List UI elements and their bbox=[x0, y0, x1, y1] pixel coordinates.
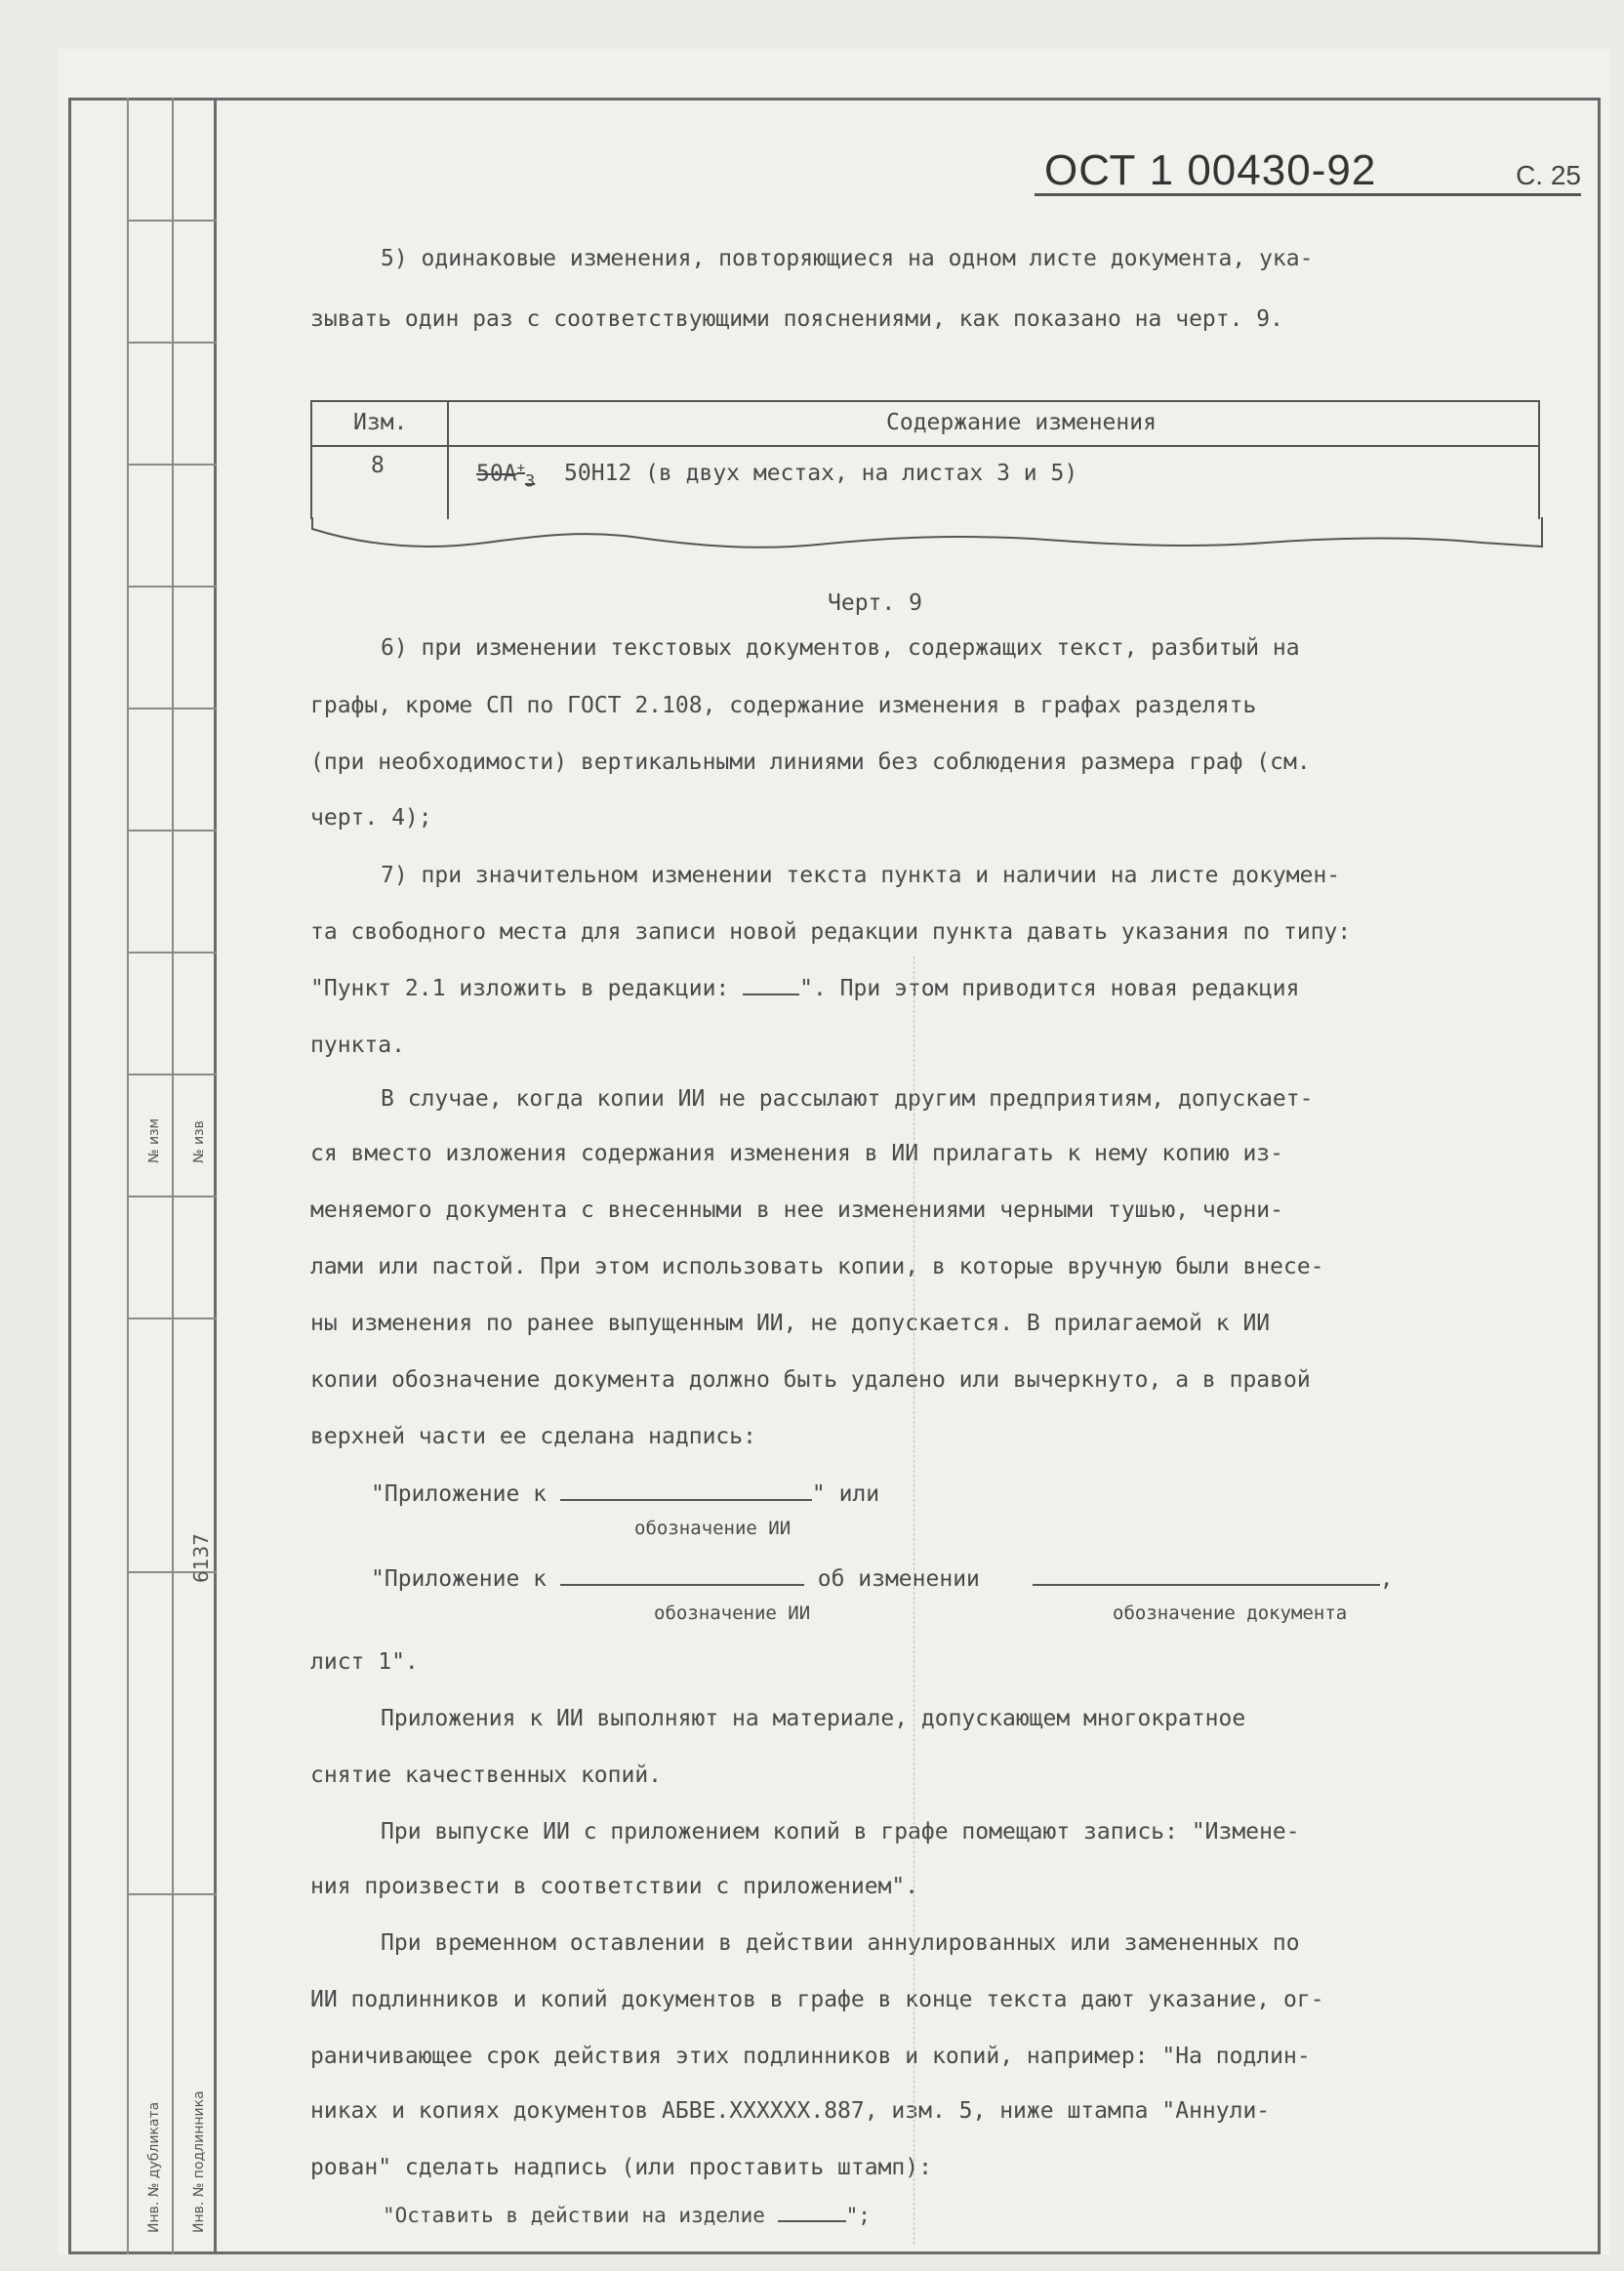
table-header-content: Содержание изменения bbox=[886, 410, 1157, 435]
margin-cell-border bbox=[127, 342, 217, 344]
paragraph-7-line: пункта. bbox=[310, 1033, 405, 1058]
margin-cell-border bbox=[127, 1196, 217, 1197]
table-cell-new-value: 50Н12 (в двух местах, на листах 3 и 5) bbox=[564, 461, 1078, 486]
margin-label-duplicate-inv: Инв. № дубликата bbox=[146, 2101, 162, 2233]
paragraph-8-line: В случае, когда копии ИИ не рассылают другим предприятиям, допускает- bbox=[381, 1086, 1314, 1112]
form-example-2-end: лист 1". bbox=[310, 1649, 419, 1675]
figure-caption: Черт. 9 bbox=[828, 590, 922, 616]
table-tear-edge bbox=[310, 517, 1544, 556]
margin-cell-border bbox=[127, 708, 217, 710]
paragraph-11-line: никах и копиях документов АБВЕ.XXXXXX.887, изм. 5, ниже штампа "Аннули- bbox=[310, 2098, 1271, 2124]
quote-line-1: "Оставить в действии на изделие "; bbox=[383, 2204, 871, 2227]
margin-cell-border bbox=[127, 220, 217, 222]
paragraph-8-line: ся вместо изложения содержания изменения в ИИ прилагать к нему копию из- bbox=[310, 1141, 1283, 1166]
margin-stamp-column bbox=[127, 98, 217, 2254]
form-example-1-caption: обозначение ИИ bbox=[634, 1518, 792, 1539]
paragraph-11-line: раничивающее срок действия этих подлинников и копий, например: "На подлин- bbox=[310, 2044, 1311, 2069]
paragraph-8-line: меняемого документа с внесенными в нее изменениями черными тушью, черни- bbox=[310, 1197, 1283, 1223]
margin-label-notice-no: № изв bbox=[191, 1120, 207, 1163]
paragraph-6-line: графы, кроме СП по ГОСТ 2.108, содержание изменения в графах разделять bbox=[310, 693, 1257, 718]
paragraph-6-line: (при необходимости) вертикальными линиями без соблюдения размера граф (см. bbox=[310, 750, 1311, 775]
margin-inventory-number: 6137 bbox=[189, 1533, 213, 1583]
paragraph-8-line: ны изменения по ранее выпущенным ИИ, не допускается. В прилагаемой к ИИ bbox=[310, 1311, 1271, 1336]
paragraph-11-line: При временном оставлении в действии аннулированных или замененных по bbox=[381, 1930, 1300, 1956]
page-number: С. 25 bbox=[1516, 160, 1581, 190]
margin-cell-border bbox=[127, 830, 217, 831]
margin-cell-border bbox=[127, 586, 217, 588]
paragraph-11-line: рован" сделать надпись (или проставить штамп): bbox=[310, 2155, 932, 2180]
margin-cell-border bbox=[127, 464, 217, 466]
form-example-2: "Приложение к об изменении , bbox=[371, 1566, 1394, 1592]
paragraph-10-line: ния произвести в соответствии с приложением". bbox=[310, 1874, 919, 1899]
margin-label-change-no: № изм bbox=[146, 1117, 162, 1163]
paragraph-8-line: лами или пастой. При этом использовать копии, в которые вручную были внесе- bbox=[310, 1254, 1324, 1279]
form-example-2-caption-doc: обозначение документа bbox=[1113, 1602, 1348, 1624]
paragraph-11-line: ИИ подлинников и копий документов в графе в конце текста дают указание, ог- bbox=[310, 1987, 1324, 2012]
paragraph-9-line: Приложения к ИИ выполняют на материале, допускающем многократное bbox=[381, 1706, 1246, 1731]
paragraph-10-line: При выпуске ИИ с приложением копий в графе помещают запись: "Измене- bbox=[381, 1819, 1300, 1845]
margin-divider bbox=[172, 98, 174, 2254]
table-cell-change-no: 8 bbox=[371, 453, 385, 478]
paragraph-8-line: копии обозначение документа должно быть удалено или вычеркнуто, а в правой bbox=[310, 1367, 1311, 1393]
table-cell-old-value: $50А^+_3$ bbox=[476, 461, 536, 492]
margin-cell-border bbox=[127, 1074, 217, 1075]
margin-cell-border bbox=[127, 1893, 217, 1895]
paragraph-7-line: 7) при значительном изменении текста пункта и наличии на листе докумен- bbox=[381, 863, 1341, 888]
paragraph-6-line: черт. 4); bbox=[310, 805, 432, 831]
margin-label-original-inv: Инв. № подлинника bbox=[191, 2090, 207, 2233]
table-header-change-no: Изм. bbox=[353, 410, 408, 435]
paragraph-7-line: та свободного места для записи новой редакции пункта давать указания по типу: bbox=[310, 919, 1352, 945]
paragraph-6-line: 6) при изменении текстовых документов, содержащих текст, разбитый на bbox=[381, 635, 1300, 661]
paragraph-7-line: "Пункт 2.1 изложить в редакции: ". При этом приводится новая редакция bbox=[310, 976, 1300, 1001]
paragraph-5-line: зывать один раз с соответствующими пояснениями, как показано на черт. 9. bbox=[310, 306, 1283, 332]
table-column-divider bbox=[447, 400, 449, 519]
paragraph-5-line: 5) одинаковые изменения, повторяющиеся на одном листе документа, ука- bbox=[381, 246, 1314, 271]
form-example-2-caption-ii: обозначение ИИ bbox=[654, 1602, 811, 1624]
form-example-1: "Приложение к " или bbox=[371, 1481, 880, 1507]
margin-cell-border bbox=[127, 1318, 217, 1319]
margin-cell-border bbox=[127, 952, 217, 953]
document-header bbox=[1035, 146, 1581, 196]
paragraph-9-line: снятие качественных копий. bbox=[310, 1763, 663, 1788]
paragraph-8-line: верхней части ее сделана надпись: bbox=[310, 1424, 756, 1449]
document-code: ОСТ 1 00430-92 bbox=[1044, 146, 1377, 194]
